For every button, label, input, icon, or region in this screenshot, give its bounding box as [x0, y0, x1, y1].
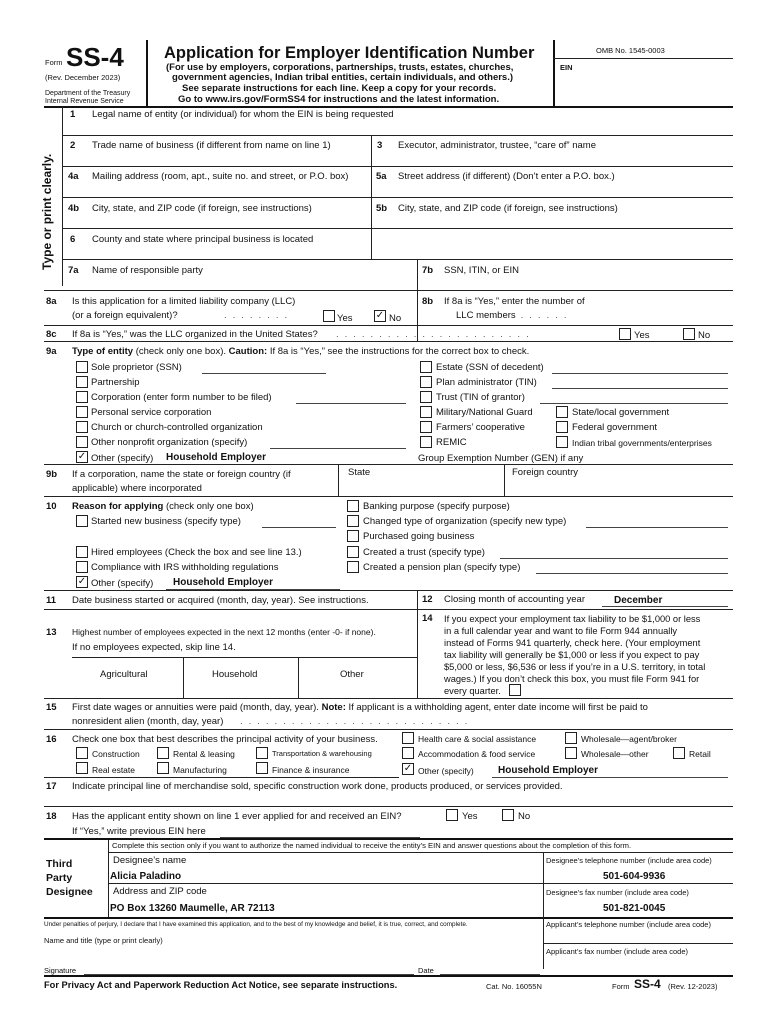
sole-proprietor-label: Sole proprietor (SSN) [91, 362, 182, 373]
form-subtitle-2: government agencies, Indian tribal entities, certain individuals, and others.) [172, 72, 514, 83]
line-12-value[interactable]: December [614, 595, 663, 606]
state-gov-label: State/local government [572, 407, 670, 418]
started-business-label: Started new business (specify type) [91, 516, 241, 527]
form-word: Form [45, 58, 63, 67]
line-9b-number: 9b [46, 469, 58, 480]
line-13-label-1: Highest number of employees expected in the next 12 months (enter -0- if none). [72, 627, 376, 637]
retail-label: Retail [689, 749, 711, 759]
military-label: Military/National Guard [436, 407, 533, 418]
federal-gov-checkbox[interactable] [556, 421, 568, 433]
department: Department of the Treasury [45, 90, 131, 97]
line-7b-number: 7b [422, 265, 434, 276]
line-18-previous-ein-label: If “Yes,” write previous EIN here [72, 826, 206, 837]
form-subtitle-1: (For use by employers, corporations, partnerships, trusts, estates, churches, [166, 62, 514, 73]
plan-administrator-label: Plan administrator (TIN) [436, 377, 537, 388]
household-label: Household [212, 669, 258, 680]
line-18-label: Has the applicant entity shown on line 1 ever applied for and received an EIN? [72, 811, 402, 822]
designee-address[interactable]: PO Box 13260 Maumelle, AR 72113 [110, 903, 275, 914]
line-12-label: Closing month of accounting year [444, 594, 585, 605]
banking-checkbox[interactable] [347, 500, 359, 512]
estate-checkbox[interactable] [420, 361, 432, 373]
form-title: Application for Employer Identification Number [164, 44, 535, 62]
agricultural-label: Agricultural [100, 669, 148, 680]
line-8a-label-2: (or a foreign equivalent)? [72, 310, 178, 321]
line-8c-no-checkbox[interactable] [683, 328, 695, 340]
line-1-number: 1 [70, 109, 76, 120]
line-8a-yes-checkbox[interactable] [323, 310, 335, 322]
created-trust-checkbox[interactable] [347, 546, 359, 558]
trust-label: Trust (TIN of grantor) [436, 392, 525, 403]
farmers-coop-label: Farmers’ cooperative [436, 422, 525, 433]
line-8a-number: 8a [46, 296, 57, 307]
line-4b-5b-field[interactable] [62, 228, 733, 229]
line-14-number: 14 [422, 613, 433, 624]
applicant-phone-label: Applicant’s telephone number (include area code) [546, 920, 711, 929]
line-13-label-2: If no employees expected, skip line 14. [72, 642, 236, 653]
created-trust-label: Created a trust (specify type) [363, 547, 485, 558]
military-checkbox[interactable] [420, 406, 432, 418]
line-9a-heading: Type of entity (check only one box). Caution: If 8a is “Yes,” see the instructions for the correct box to check. [72, 346, 530, 357]
designee-address-label: Address and ZIP code [113, 886, 207, 897]
line-16-label: Check one box that best describes the principal activity of your business. [72, 734, 378, 745]
changed-org-label: Changed type of organization (specify new type) [363, 516, 567, 527]
third-party-designee-label: Third Party Designee [46, 858, 93, 898]
line-8a-no-label: No [389, 313, 402, 324]
personal-service-corp-label: Personal service corporation [91, 407, 212, 418]
line-8c-yes-label: Yes [634, 330, 650, 341]
wholesale-other-checkbox[interactable] [565, 747, 577, 759]
real-estate-label: Real estate [92, 765, 135, 775]
designee-phone-label: Designee’s telephone number (include area code) [546, 856, 712, 865]
purchased-label: Purchased going business [363, 531, 475, 542]
line-12-number: 12 [422, 594, 433, 605]
transportation-checkbox[interactable] [256, 747, 268, 759]
nonprofit-checkbox[interactable] [76, 436, 88, 448]
line-8a-yes-label: Yes [337, 313, 353, 324]
entity-other-value[interactable]: Household Employer [166, 452, 267, 463]
line-9a-number: 9a [46, 346, 57, 357]
line-7b-label: SSN, ITIN, or EIN [444, 265, 519, 276]
entity-other-label: Other (specify) [91, 453, 154, 464]
compliance-checkbox[interactable] [76, 561, 88, 573]
ein-label: EIN [560, 63, 573, 72]
health-care-label: Health care & social assistance [418, 734, 537, 744]
cat-number: Cat. No. 16055N [486, 982, 542, 991]
line-8c-number: 8c [46, 329, 57, 340]
estate-label: Estate (SSN of decedent) [436, 362, 544, 373]
wholesale-agent-checkbox[interactable] [565, 732, 577, 744]
line-9b-label-2: applicable) where incorporated [72, 483, 202, 494]
line-4a-label: Mailing address (room, apt., suite no. and street, or P.O. box) [92, 171, 349, 182]
changed-org-checkbox[interactable] [347, 515, 359, 527]
line-9b-state-label: State [348, 467, 371, 478]
reason-other-value[interactable]: Household Employer [173, 577, 274, 588]
line-8b-label-1: If 8a is “Yes,” enter the number of [444, 296, 585, 307]
corporation-checkbox[interactable] [76, 391, 88, 403]
name-title-label: Name and title (type or print clearly) [44, 936, 163, 945]
church-label: Church or church-controlled organization [91, 422, 263, 433]
construction-checkbox[interactable] [76, 747, 88, 759]
footer-form-word: Form [612, 982, 630, 991]
indian-tribal-label: Indian tribal governments/enterprises [572, 438, 712, 448]
line-18-yes-label: Yes [462, 811, 478, 822]
real-estate-checkbox[interactable] [76, 762, 88, 774]
finance-label: Finance & insurance [272, 765, 350, 775]
gen-label: Group Exemption Number (GEN) if any [418, 453, 584, 464]
line-14-text: If you expect your employment tax liability to be $1,000 or less in a full calendar year and want to file Form 944 annually instead of Forms 941 quarterly, check here. (Your employment tax liability will generally be $1,000 or less if you expect to pay $5,000 or less, $6,536 or less if you’re in a U.S. territory, in total wages.) If you don’t check this box, you must file Form 941 for every quarter. [444, 614, 706, 696]
activity-other-checkbox[interactable]: ✓ [403, 763, 413, 774]
rental-label: Rental & leasing [173, 749, 235, 759]
line-18-number: 18 [46, 811, 57, 822]
pension-plan-label: Created a pension plan (specify type) [363, 562, 521, 573]
line-13-number: 13 [46, 627, 57, 638]
rental-checkbox[interactable] [157, 747, 169, 759]
state-gov-checkbox[interactable] [556, 406, 568, 418]
line-8c-no-label: No [698, 330, 711, 341]
line-2-3-field[interactable] [62, 166, 733, 167]
federal-gov-label: Federal government [572, 422, 658, 433]
line-15-label-2: nonresident alien (month, day, year) [72, 716, 224, 727]
line-7a-number: 7a [68, 265, 79, 276]
line-1-field[interactable] [62, 135, 733, 136]
privacy-notice: For Privacy Act and Paperwork Reduction Act Notice, see separate instructions. [44, 980, 398, 990]
retail-checkbox[interactable] [673, 747, 685, 759]
pension-plan-checkbox[interactable] [347, 561, 359, 573]
line-5a-number: 5a [376, 171, 387, 182]
finance-checkbox[interactable] [256, 762, 268, 774]
omb-number: OMB No. 1545-0003 [596, 46, 665, 55]
line-6-field[interactable] [62, 259, 733, 260]
line-4b-label: City, state, and ZIP code (if foreign, see instructions) [92, 203, 312, 214]
line-9b-label-1: If a corporation, name the state or foreign country (if [72, 469, 291, 480]
remic-checkbox[interactable] [420, 436, 432, 448]
manufacturing-label: Manufacturing [173, 765, 227, 775]
line-4b-number: 4b [68, 203, 80, 214]
line-8c-yes-checkbox[interactable] [619, 328, 631, 340]
health-care-checkbox[interactable] [402, 732, 414, 744]
form-revision: (Rev. December 2023) [45, 73, 121, 82]
designee-name-label: Designee’s name [113, 855, 187, 866]
signature-label: Signature [44, 966, 77, 975]
form-subtitle-3: See separate instructions for each line. Keep a copy for your records. [182, 83, 497, 94]
designee-fax-label: Designee’s fax number (include area code) [546, 888, 689, 897]
activity-other-value[interactable]: Household Employer [498, 765, 599, 776]
designee-phone[interactable]: 501-604-9936 [603, 871, 666, 882]
line-10-number: 10 [46, 501, 57, 512]
form-944-checkbox[interactable] [509, 684, 521, 696]
corporation-label: Corporation (enter form number to be filed) [91, 392, 272, 403]
reason-other-label: Other (specify) [91, 578, 154, 589]
wholesale-agent-label: Wholesale—agent/broker [581, 734, 677, 744]
line-2-label: Trade name of business (if different from name on line 1) [92, 140, 331, 151]
line-8b-number: 8b [422, 296, 434, 307]
line-18-yes-checkbox[interactable] [446, 809, 458, 821]
form-number: SS-4 [66, 42, 124, 72]
started-business-checkbox[interactable] [76, 515, 88, 527]
type-or-print-label: Type or print clearly. [40, 153, 54, 270]
line-11-label: Date business started or acquired (month, day, year). See instructions. [72, 595, 369, 606]
line-16-number: 16 [46, 734, 57, 745]
banking-label: Banking purpose (specify purpose) [363, 501, 510, 512]
hired-employees-checkbox[interactable] [76, 546, 88, 558]
accommodation-label: Accommodation & food service [418, 749, 536, 759]
accommodation-checkbox[interactable] [402, 747, 414, 759]
line-18-no-label: No [518, 811, 531, 822]
line-6-number: 6 [70, 234, 76, 245]
manufacturing-checkbox[interactable] [157, 762, 169, 774]
line-8a-label-1: Is this application for a limited liability company (LLC) [72, 296, 296, 307]
line-17-label: Indicate principal line of merchandise sold, specific construction work done, products produced, or services provided. [72, 781, 563, 792]
other-employees-label: Other [340, 669, 364, 680]
sole-proprietor-checkbox[interactable] [76, 361, 88, 373]
line-3-number: 3 [377, 140, 383, 151]
line-17-field[interactable] [44, 806, 733, 807]
line-17-number: 17 [46, 781, 57, 792]
irs-name: Internal Revenue Service [45, 98, 124, 105]
entity-other-checkbox[interactable]: ✓ [77, 451, 87, 462]
compliance-label: Compliance with IRS withholding regulations [91, 562, 279, 573]
line-1-label: Legal name of entity (or individual) for whom the EIN is being requested [92, 109, 394, 120]
designee-fax[interactable]: 501-821-0045 [603, 903, 666, 914]
designee-name[interactable]: Alicia Paladino [110, 871, 182, 882]
line-6-label: County and state where principal business is located [92, 234, 314, 245]
church-checkbox[interactable] [76, 421, 88, 433]
line-3-label: Executor, administrator, trustee, “care of” name [398, 140, 597, 151]
line-9b-foreign-label: Foreign country [512, 467, 579, 478]
purchased-checkbox[interactable] [347, 530, 359, 542]
footer-form-number: SS-4 [634, 977, 661, 991]
wholesale-other-label: Wholesale—other [581, 749, 649, 759]
line-15-number: 15 [46, 702, 57, 713]
line-8b-label-2: LLC members [456, 310, 516, 321]
personal-service-corp-checkbox[interactable] [76, 406, 88, 418]
hired-employees-label: Hired employees (Check the box and see line 13.) [91, 547, 302, 558]
form-subtitle-4: Go to www.irs.gov/FormSS4 for instructions and the latest information. [178, 94, 500, 105]
line-8c-label: If 8a is “Yes,” was the LLC organized in the United States? [72, 329, 318, 340]
remic-label: REMIC [436, 437, 467, 448]
reason-other-checkbox[interactable]: ✓ [77, 576, 87, 587]
date-label: Date [418, 966, 434, 975]
line-10-heading: Reason for applying (check only one box) [72, 501, 254, 512]
line-8a-no-checkbox[interactable]: ✓ [375, 310, 385, 321]
applicant-fax-label: Applicant’s fax number (include area code) [546, 947, 689, 956]
line-4a-5a-field[interactable] [62, 197, 733, 198]
nonprofit-label: Other nonprofit organization (specify) [91, 437, 248, 448]
perjury-statement: Under penalties of perjury, I declare that I have examined this application, and to the best of my knowledge and belief, it is true, correct, and complete. [44, 921, 468, 928]
line-7-field[interactable] [44, 290, 733, 291]
line-18-no-checkbox[interactable] [502, 809, 514, 821]
line-4a-number: 4a [68, 171, 79, 182]
line-5a-label: Street address (if different) (Don’t enter a P.O. box.) [398, 171, 615, 182]
line-2-number: 2 [70, 140, 76, 151]
partnership-checkbox[interactable] [76, 376, 88, 388]
plan-administrator-checkbox[interactable] [420, 376, 432, 388]
line-15-label-1: First date wages or annuities were paid (month, day, year). Note: If applicant is a withholding agent, enter date income will first be paid to [72, 702, 648, 713]
construction-label: Construction [92, 749, 140, 759]
activity-other-label: Other (specify) [418, 766, 474, 776]
farmers-coop-checkbox[interactable] [420, 421, 432, 433]
line-11-number: 11 [46, 595, 57, 606]
trust-checkbox[interactable] [420, 391, 432, 403]
line-7a-label: Name of responsible party [92, 265, 203, 276]
indian-tribal-checkbox[interactable] [556, 436, 568, 448]
footer-revision: (Rev. 12-2023) [668, 982, 718, 991]
partnership-label: Partnership [91, 377, 140, 388]
designee-intro: Complete this section only if you want to authorize the named individual to receive the entity’s EIN and answer questions about the completion of this form. [112, 841, 632, 850]
line-5b-number: 5b [376, 203, 388, 214]
transportation-label: Transportation & warehousing [272, 749, 372, 758]
line-5b-label: City, state, and ZIP code (if foreign, see instructions) [398, 203, 618, 214]
